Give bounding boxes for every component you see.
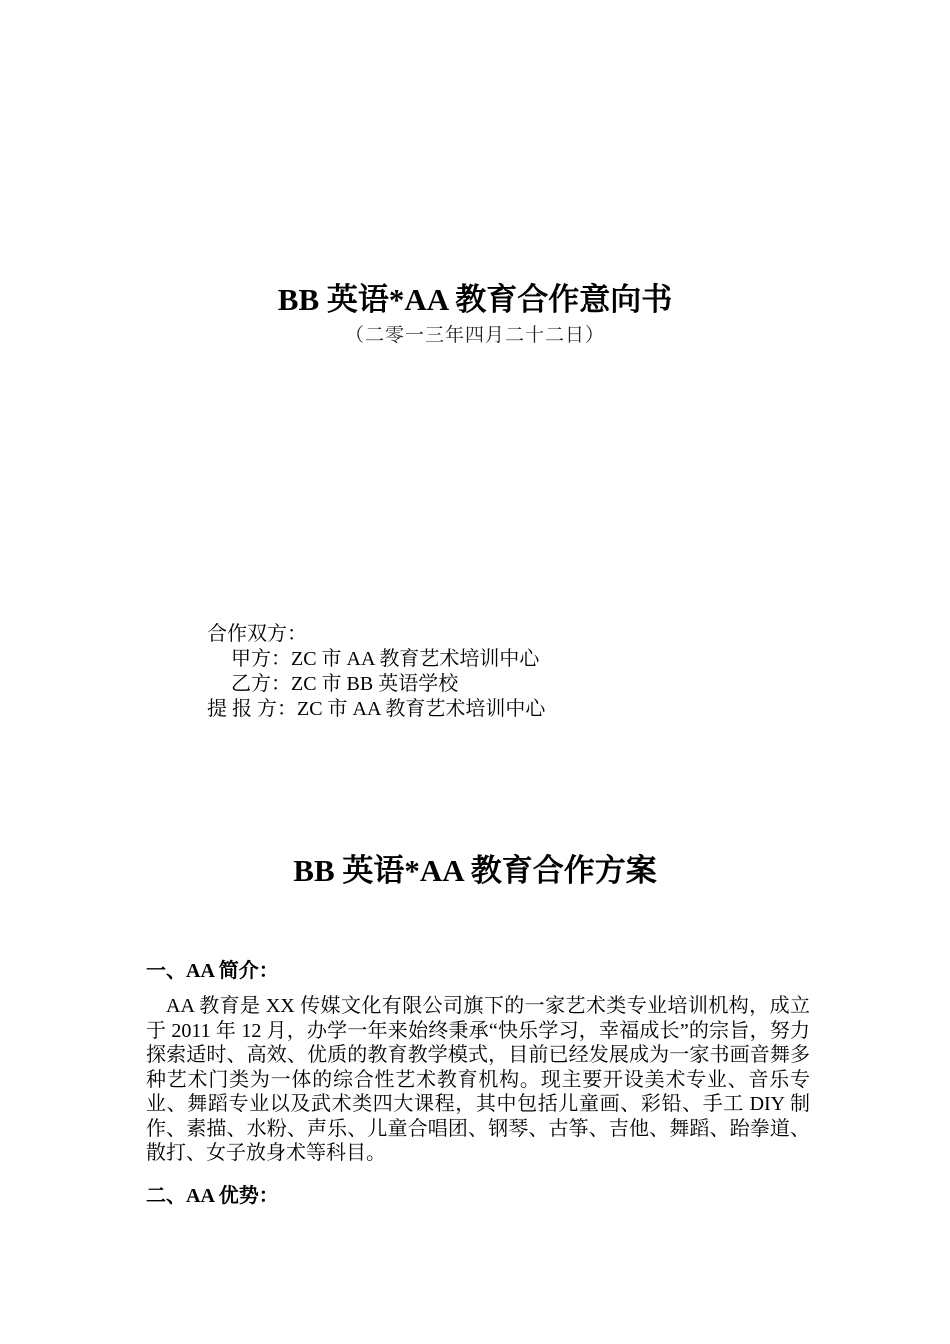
section-body-intro: AA 教育是 XX 传媒文化有限公司旗下的一家艺术类专业培训机构，成立于 2011 年 12 月，办学一年来始终秉承“快乐学习，幸福成长”的宗旨，努力探索适时、高效、优质的教育教学模式，目前已经发展成为一家书画音舞多种艺术门类为一体的综合性艺术教育机构。现主要开设美术专业、音乐专业、舞蹈专业以及武术类四大课程，其中包括儿童画、彩铅、手工 DIY 制作、素描、水粉、声乐、儿童合唱团、钢琴、古筝、吉他、舞蹈、跆拳道、散打、女子放身术等科目。 [146, 995, 810, 1164]
plan-title: BB 英语*AA 教育合作方案 [293, 853, 657, 888]
parties-block [207, 622, 545, 722]
party-a: 甲方：ZC 市 AA 教育艺术培训中心 [231, 648, 540, 670]
party-b: 乙方：ZC 市 BB 英语学校 [231, 673, 459, 695]
section-heading-advantages: 二、AA 优势： [146, 1185, 279, 1207]
proposal-date: （二零一三年四月二十二日） [344, 325, 605, 346]
proposal-title: BB 英语*AA 教育合作意向书 [277, 282, 673, 317]
submitter: 提 报 方：ZC 市 AA 教育艺术培训中心 [207, 698, 546, 720]
section-heading-intro: 一、AA 简介： [146, 960, 279, 982]
parties-heading: 合作双方： [207, 623, 307, 645]
